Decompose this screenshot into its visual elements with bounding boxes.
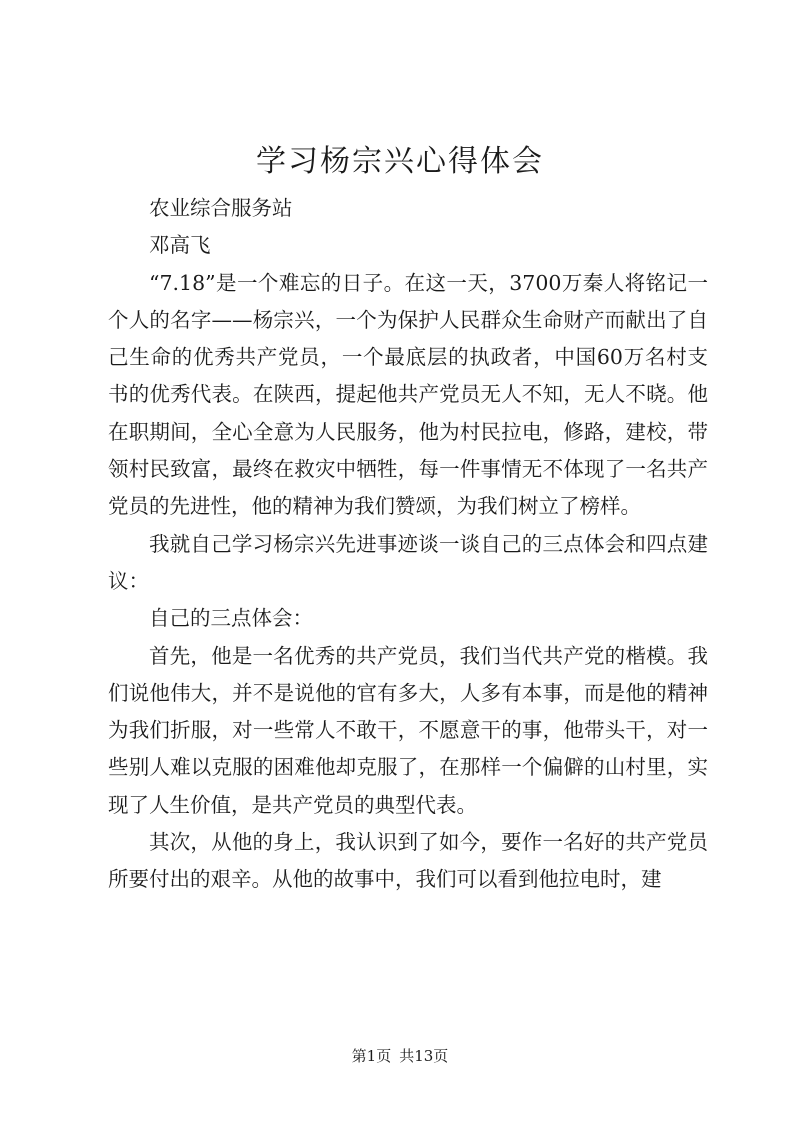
paragraph: 其次，从他的身上，我认识到了如今，要作一名好的共产党员所要付出的艰辛。从他的故事中，我们可以看到他拉电时，建 xyxy=(108,830,708,892)
paragraph: 自己的三点体会： xyxy=(149,606,313,631)
paragraph: “7.18”是一个难忘的日子。在这一天，3700万秦人将铭记一个人的名字——杨宗兴，一个为保护人民群众生命财产而献出了自己生命的优秀共产党员，一个最底层的执政者，中国60万名村支书的优秀代表。在陕西，提起他共产党员无人不知，无人不晓。他在职期间，全心全意为人民服务，他为村民拉电，修路，建校，带领村民致富，最终在救灾中牺牲，每一件事情无不体现了一名共产党员的先进性，他的精神为我们赞颂，为我们树立了榜样。 xyxy=(108,270,708,519)
document-title: 学习杨宗兴心得体会 xyxy=(256,144,544,179)
paragraph: 我就自己学习杨宗兴先进事迹谈一谈自己的三点体会和四点建议： xyxy=(108,531,708,593)
author-line: 邓高飞 xyxy=(149,233,211,258)
organization-line: 农业综合服务站 xyxy=(149,196,293,220)
page-total: 共13页 xyxy=(399,1047,449,1065)
paragraph: 首先，他是一名优秀的共产党员，我们当代共产党的楷模。我们说他伟大，并不是说他的官有多大，人多有本事，而是他的精神为我们折服，对一些常人不敢干，不愿意干的事，他带头干，对一些别人难以克服的困难他却克服了，在那样一个偏僻的山村里，实现了人生价值，是共产党员的典型代表。 xyxy=(108,643,708,817)
page-footer xyxy=(0,1046,800,1066)
page-number: 第1页 xyxy=(351,1047,392,1065)
document-body xyxy=(108,190,708,899)
